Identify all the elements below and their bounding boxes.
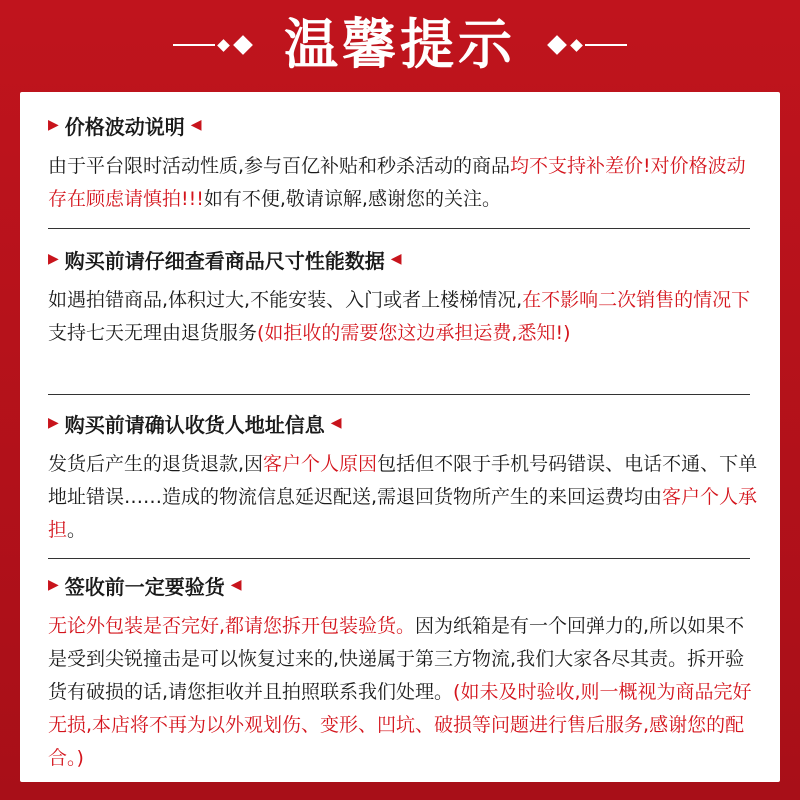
section-heading (48, 110, 758, 140)
section-address-check (48, 408, 758, 547)
divider (48, 228, 750, 229)
section-heading-label: 购买前请仔细查看商品尺寸性能数据 (64, 248, 385, 273)
body-text-highlight: 在不影响二次销售的情况下 (522, 289, 751, 311)
divider (48, 394, 750, 395)
triangle-right-icon: ▶ (48, 251, 59, 267)
body-text-highlight: 客户个人原因 (263, 453, 378, 475)
section-heading (48, 408, 758, 438)
body-text: 发货后产生的退货退款,因 (48, 453, 264, 475)
triangle-right-icon: ▶ (48, 415, 59, 431)
section-heading (48, 570, 758, 600)
section-inspect-on-receipt (48, 570, 758, 775)
triangle-left-icon: ◀ (230, 577, 242, 593)
section-heading (48, 244, 758, 274)
page-title: 温馨提示 (284, 13, 516, 76)
section-body (48, 448, 758, 547)
section-heading-label: 价格波动说明 (64, 114, 185, 139)
body-text-highlight: 均不支持补差价!对价格波动存在顾虑请慎拍!!! (48, 155, 746, 210)
body-text: 因为纸箱是有一个回弹力的,所以如果不是受到尖锐撞击是可以恢复过来的,快递属于第三方物流,我们大家各尽其责。拆开验货有破损的话,请您拒收并且拍照联系我们处理。 (48, 615, 745, 703)
notice-card (20, 92, 780, 782)
section-price-fluctuation (48, 110, 758, 216)
section-body (48, 610, 758, 775)
triangle-left-icon: ◀ (190, 117, 202, 133)
left-diamond-ornament (173, 38, 254, 52)
triangle-left-icon: ◀ (330, 415, 342, 431)
section-heading-label: 购买前请确认收货人地址信息 (64, 412, 325, 437)
body-text-highlight: (如未及时验收,则一概视为商品完好无损,本店将不再为以外观划伤、变形、凹坑、破损等问题进行售后服务,感谢您的配合。) (48, 681, 752, 769)
body-text: 支持七天无理由退货服务 (48, 322, 258, 344)
body-text-highlight: 客户个人承担 (48, 486, 758, 541)
divider (48, 558, 750, 559)
body-text-highlight: (如拒收的需要您这边承担运费,悉知!) (257, 322, 571, 344)
body-text: 如有不便,敬请谅解,感谢您的关注。 (203, 188, 501, 210)
section-body (48, 284, 758, 350)
section-size-check (48, 244, 758, 350)
body-text: 包括但不限于手机号码错误、电话不通、下单地址错误……造成的物流信息延迟配送,需退回货物所产生的来回运费均由 (48, 453, 758, 508)
body-text: 如遇拍错商品,体积过大,不能安装、入门或者上楼梯情况, (48, 289, 523, 311)
body-text: 由于平台限时活动性质,参与百亿补贴和秒杀活动的商品 (48, 155, 511, 177)
body-text-highlight: 无论外包装是否完好,都请您拆开包装验货。 (48, 615, 416, 637)
header-banner (0, 0, 800, 90)
section-body (48, 150, 758, 216)
triangle-right-icon: ▶ (48, 117, 59, 133)
body-text: 。 (67, 519, 87, 541)
triangle-left-icon: ◀ (390, 251, 402, 267)
section-heading-label: 签收前一定要验货 (64, 574, 225, 599)
triangle-right-icon: ▶ (48, 577, 59, 593)
right-diamond-ornament (546, 38, 627, 52)
